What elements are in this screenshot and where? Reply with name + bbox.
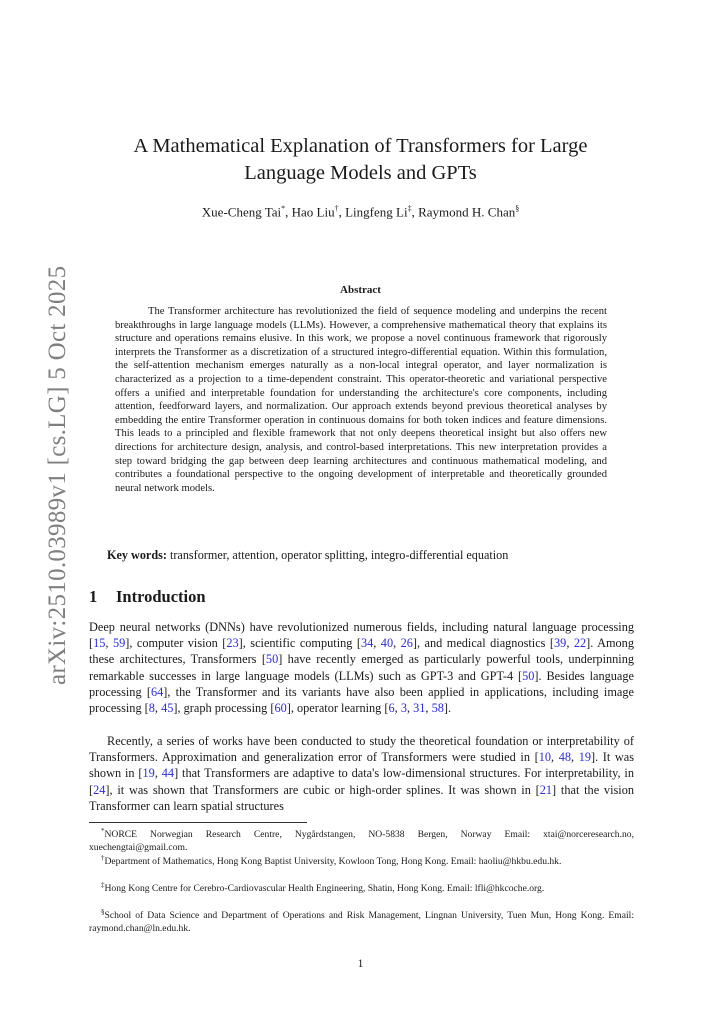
paragraph-text: ]. Among these architectures, Transformers [ [89,636,634,667]
section-title: Introduction [116,587,206,606]
citation-link[interactable]: 6 [388,701,395,716]
abstract-body: The Transformer architecture has revolutionized the field of sequence modeling and underpins the recent breakthroughs in large language models (LLMs). However, a comprehensive mathematical theory that explains its structure and operations remains elusive. In this work, we propose a novel continuous framework that rigorously interprets the Transformer as a discretization of a structured integro-differential equation. Within this formulation, the self-attention mechanism emerges naturally as a non-local integral operator, and layer normalization is characterized as a projection to a time-dependent constraint. This operator-theoretic and variational perspective offers a unified and interpretable foundation for understanding the architecture's core components, including attention, feedforward layers, and normalization. Our approach extends beyond previous theoretical analyses by embedding the entire Transformer operation in continuous domains for both token indices and feature dimensions. This leads to a principled and flexible framework that not only deepens theoretical insight but also offers new directions for architecture design, analysis, and control-based interpretations. This new interpretation provides a step toward bridging the gap between deep learning architectures and continuous mathematical modeling, and contributes a foundational perspective to the ongoing development of interpretable and theoretically grounded neural network models. [115,306,607,494]
paragraph-text: ], and medical diagnostics [ [412,636,555,651]
paper-title [0,133,721,187]
citation-link[interactable]: 23 [226,636,239,651]
paragraph-text: ], operator learning [ [286,701,389,716]
page-number: 1 [357,958,364,970]
footnote-mark: § [101,908,105,916]
citation-link[interactable]: 31 [413,701,426,716]
footnote [89,852,634,869]
citation-link[interactable]: 10 [538,750,551,765]
citation-link[interactable]: 34 [360,636,374,651]
paragraph-text: ], it was shown that Transformers are cubic or high-order splines. It was shown in [ [105,782,540,797]
paragraph-text: , [105,636,113,651]
footnote [89,879,634,896]
abstract-heading: Abstract [340,284,381,296]
section-heading [89,587,206,607]
citation-link[interactable]: 24 [93,782,106,797]
citation-link[interactable]: 26 [400,636,413,651]
section-number: 1 [89,587,98,606]
author-name: Hao Liu [291,204,335,220]
arxiv-identifier: arXiv:2510.03989v1 [cs.LG] 5 Oct 2025 [44,265,71,685]
citation-link[interactable]: 64 [150,684,164,699]
footnote [89,825,634,854]
citation-link[interactable]: 44 [161,766,175,781]
paragraph-text: ] have recently emerged as particularly powerful tools, underpinning remarkable successes in large language models (LLMs) such as GPT-3 and GPT-4 [ [89,652,634,683]
paragraph-text: , [406,701,414,716]
paragraph-text: ] that the vision Transformer can learn spatial structures [89,782,634,813]
paragraph-text: , [425,701,432,716]
author-separator: , [411,204,419,220]
footnote-text: NORCE Norwegian Research Centre, Nygårdstangen, NO-5838 Bergen, Norway Email: xtai@norceresearch.no, xuechengtai@gmail.com. [89,829,634,853]
paragraph-text: ]. [443,701,452,716]
paragraph-text: , [154,701,162,716]
author-separator: , [338,204,346,220]
footnote-rule [89,822,307,823]
footnote-mark: * [101,827,105,835]
keywords [107,548,627,563]
author-mark: * [281,204,286,213]
title-line-1: A Mathematical Explanation of Transformers for Large [133,135,588,157]
author-mark: § [515,204,520,213]
citation-link[interactable]: 21 [539,782,553,797]
citation-link[interactable]: 39 [554,636,567,651]
citation-link[interactable]: 58 [431,701,444,716]
paragraph-text: ], computer vision [ [125,636,227,651]
author-mark: † [334,204,339,213]
author-mark: ‡ [407,204,412,213]
citation-link[interactable]: 19 [578,750,591,765]
citation-link[interactable]: 59 [112,636,126,651]
paragraph-text: , [373,636,381,651]
intro-paragraph-1 [89,619,634,716]
paragraph-text: , [570,750,579,765]
footnote-text: Hong Kong Centre for Cerebro-Cardiovascular Health Engineering, Shatin, Hong Kong. Email: lfli@hkcoche.org. [104,883,545,895]
author-name: Raymond H. Chan [418,204,516,220]
paragraph-text: ]. It was shown in [ [89,750,635,781]
footnote-text: School of Data Science and Department of Operations and Risk Management, Lingnan University, Tuen Mun, Hong Kong. Email: raymond.chan@ln.edu.hk. [89,910,634,934]
author-list [0,204,721,220]
footnote-text: Department of Mathematics, Hong Kong Baptist University, Kowloon Tong, Hong Kong. Email: haoliu@hkbu.edu.hk. [104,856,562,868]
footnote-mark: ‡ [101,881,105,889]
citation-link[interactable]: 22 [573,636,587,651]
author-separator: , [285,204,292,220]
paragraph-text: ], graph processing [ [173,701,275,716]
author-name: Lingfeng Li [345,204,408,220]
citation-link[interactable]: 40 [380,636,394,651]
paragraph-text: , [393,636,401,651]
keywords-label: Key words: [107,548,167,562]
paragraph-text: , [154,766,162,781]
footnote-mark: † [101,854,105,862]
citation-link[interactable]: 8 [148,701,155,716]
citation-link[interactable]: 15 [93,636,106,651]
paragraph-text: ], the Transformer and its variants have also been applied in applications, including image processing [ [89,684,634,716]
paragraph-text: ]. Besides language processing [ [89,668,634,699]
citation-link[interactable]: 45 [161,701,174,716]
author-name: Xue-Cheng Tai [201,204,282,220]
footnote [89,906,634,935]
keywords-text: transformer, attention, operator splitting, integro-differential equation [169,548,509,562]
citation-link[interactable]: 50 [265,652,279,667]
citation-link[interactable]: 3 [400,701,407,716]
paragraph-text: , [394,701,401,716]
citation-link[interactable]: 60 [274,701,287,716]
intro-paragraph-2 [89,733,634,814]
paragraph-text: , [550,750,559,765]
paragraph-text: ], scientific computing [ [238,636,361,651]
citation-link[interactable]: 50 [522,668,535,683]
paragraph-text: ] that Transformers are adaptive to data's low-dimensional structures. For interpretability, in [ [89,766,634,797]
title-line-2: Language Models and GPTs [244,162,477,184]
paragraph-text: Recently, a series of works have been conducted to study the theoretical foundation or interpretability of Transformers. Approximation and generalization error of Transformers were studied in [ [89,734,634,765]
citation-link[interactable]: 48 [558,750,571,765]
paragraph-text: Deep neural networks (DNNs) have revolutionized numerous fields, including natural language processing [ [89,620,634,651]
paragraph-text: , [566,636,574,651]
citation-link[interactable]: 19 [142,766,155,781]
